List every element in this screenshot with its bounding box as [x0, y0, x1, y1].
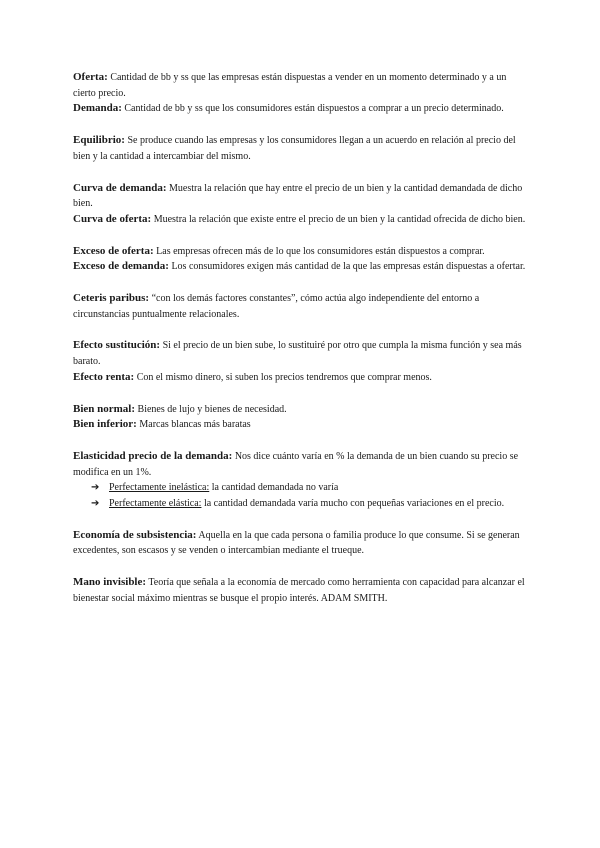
bullet-text: la cantidad demandada varía mucho con pequeñas variaciones en el precio. — [201, 498, 505, 510]
definition-efecto-renta — [73, 370, 528, 386]
definition-text: “con los demás factores constantes”, cómo actúa algo independiente del entorno a circunstancias puntualmente relacionales. — [73, 293, 480, 320]
bullet-label: Perfectamente inelástica: — [109, 482, 210, 494]
definition-group-subsistencia — [73, 528, 528, 559]
elasticidad-bullet-list — [73, 480, 528, 511]
definition-bien-normal — [73, 402, 528, 418]
definition-efecto-sustitucion — [73, 338, 528, 369]
definition-elasticidad — [73, 449, 528, 480]
spacer — [73, 386, 528, 402]
definition-text: Cantidad de bb y ss que las empresas están dispuestas a vender en un momento determinado y a un cierto precio. — [73, 72, 507, 99]
definition-group-bienes — [73, 402, 528, 433]
list-item — [91, 480, 528, 496]
definition-text: Muestra la relación que existe entre el precio de un bien y la cantidad ofrecida de dicho bien. — [151, 213, 526, 225]
definition-group-ceteris — [73, 291, 528, 322]
definition-group-excesos — [73, 244, 528, 275]
term-exceso-oferta: Exceso de oferta: — [73, 244, 154, 257]
definition-demanda — [73, 101, 528, 117]
definition-text: Nos dice cuánto varía en % la demanda de un bien cuando su precio se modifica en un 1%. — [73, 450, 519, 478]
definition-text: Si el precio de un bien sube, lo sustituiré por otro que cumpla la misma función y sea más barato. — [73, 340, 522, 368]
definition-group-mano-invisible — [73, 575, 528, 606]
spacer — [73, 228, 528, 244]
definition-curva-demanda — [73, 181, 528, 212]
definition-mano-invisible — [73, 575, 528, 606]
definition-exceso-demanda — [73, 259, 528, 275]
definition-oferta — [73, 70, 528, 101]
spacer — [73, 275, 528, 291]
spacer — [73, 433, 528, 449]
definition-group-supply-demand — [73, 70, 528, 117]
spacer — [73, 117, 528, 133]
term-ceteris-paribus: Ceteris paribus: — [73, 292, 150, 305]
definition-text: Las empresas ofrecen más de lo que los consumidores están dispuestos a comprar. — [153, 245, 485, 257]
definition-text: Con el mismo dinero, si suben los precios tendremos que comprar menos. — [134, 371, 432, 383]
term-equilibrio: Equilibrio: — [73, 134, 125, 147]
definition-economia-subsistencia — [73, 528, 528, 559]
arrow-right-icon: ➔ — [91, 482, 100, 494]
definition-ceteris-paribus — [73, 291, 528, 322]
definition-curva-oferta — [73, 212, 528, 228]
definition-text: Bienes de lujo y bienes de necesidad. — [135, 403, 287, 415]
term-curva-demanda: Curva de demanda: — [73, 181, 167, 194]
term-demanda: Demanda: — [73, 102, 122, 115]
spacer — [73, 322, 528, 338]
term-efecto-sustitucion: Efecto sustitución: — [73, 339, 161, 352]
arrow-right-icon: ➔ — [91, 498, 100, 510]
bullet-label: Perfectamente elástica: — [109, 498, 202, 510]
bullet-text: la cantidad demandada no varía — [209, 482, 339, 494]
term-curva-oferta: Curva de oferta: — [73, 212, 152, 225]
spacer — [73, 512, 528, 528]
definition-text: Cantidad de bb y ss que los consumidores están dispuestos a comprar a un precio determinado. — [121, 103, 504, 115]
definition-group-equilibrio — [73, 133, 528, 164]
definition-text: Muestra la relación que hay entre el precio de un bien y la cantidad demandada de dicho bien. — [73, 182, 523, 210]
document-body — [73, 70, 528, 607]
list-item — [91, 496, 528, 512]
definition-text: Marcas blancas más baratas — [136, 419, 251, 431]
definition-bien-inferior — [73, 417, 528, 433]
definition-equilibrio — [73, 133, 528, 164]
term-oferta: Oferta: — [73, 71, 108, 83]
definition-group-elasticidad — [73, 449, 528, 512]
term-elasticidad: Elasticidad precio de la demanda: — [73, 449, 233, 462]
spacer — [73, 165, 528, 181]
term-bien-inferior: Bien inferior: — [73, 418, 137, 431]
definition-text: Teoría que señala a la economía de mercado como herramienta con capacidad para alcanzar el bienestar social máximo mientras se busque el propio interés. ADAM SMITH. — [73, 577, 525, 604]
spacer — [73, 559, 528, 575]
definition-text: Los consumidores exigen más cantidad de la que las empresas están dispuestas a ofertar. — [168, 261, 526, 273]
term-bien-normal: Bien normal: — [73, 402, 136, 415]
term-efecto-renta: Efecto renta: — [73, 370, 135, 383]
term-economia-subsistencia: Economía de subsistencia: — [73, 528, 197, 541]
definition-text: Se produce cuando las empresas y los consumidores llegan a un acuerdo en relación al precio del bien y la cantidad a intercambiar del mismo. — [73, 135, 516, 162]
definition-exceso-oferta — [73, 244, 528, 260]
definition-text: Aquella en la que cada persona o familia produce lo que consume. Si se generan excedentes, son escasos y se venden o intercambian mediante el trueque. — [73, 529, 520, 557]
definition-group-efectos — [73, 338, 528, 385]
term-mano-invisible: Mano invisible: — [73, 576, 147, 589]
term-exceso-demanda: Exceso de demanda: — [73, 260, 169, 273]
definition-group-curvas — [73, 181, 528, 228]
